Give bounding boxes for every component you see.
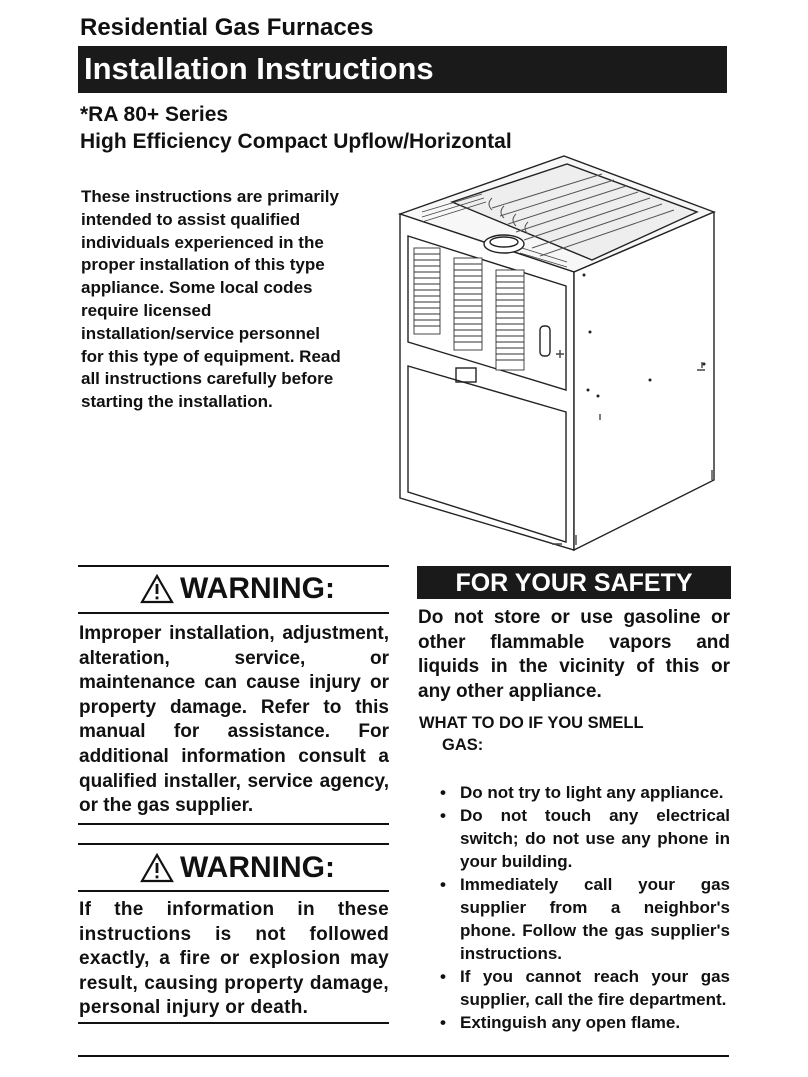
model-description: High Efficiency Compact Upflow/Horizontal	[80, 130, 512, 153]
warning-2-bottom-rule	[78, 1022, 389, 1024]
smell-gas-line-2: GAS:	[442, 736, 484, 754]
safety-instructions-list	[440, 781, 730, 1034]
warning-1-label: WARNING:	[180, 572, 335, 605]
warning-triangle-icon	[140, 574, 174, 604]
series-name: *RA 80+ Series	[80, 103, 229, 126]
safety-paragraph: Do not store or use gasoline or other flammable vapors and liquids in the vicinity of this or any other appliance.	[418, 607, 730, 702]
list-item: • Do not try to light any appliance.	[440, 781, 730, 804]
safety-heading-bar	[417, 566, 731, 599]
safety-heading: FOR YOUR SAFETY	[455, 569, 693, 597]
warning-2-heading	[140, 851, 335, 885]
title-bar	[78, 46, 727, 93]
warning-2-label: WARNING:	[180, 851, 335, 884]
series-block	[80, 101, 512, 155]
furnace-illustration	[392, 150, 722, 555]
document-category: Residential Gas Furnaces	[80, 14, 374, 41]
intro-paragraph: These instructions are primarily intended to assist qualified individuals experienced in the proper installation of this type appliance. Some local codes require licensed installation/service personnel for this type of equipment. Read all instructions carefully before starting the installation.	[81, 187, 341, 412]
warning-2-top-rule	[78, 843, 389, 845]
list-item: • Immediately call your gas supplier from a neighbor's phone. Follow the gas supplier's instructions.	[440, 873, 730, 965]
document-title: Installation Instructions	[84, 51, 434, 86]
warning-1-top-rule	[78, 565, 389, 567]
warning-1-bottom-rule	[78, 823, 389, 825]
list-item: • If you cannot reach your gas supplier, call the fire department.	[440, 965, 730, 1011]
smell-gas-heading	[419, 712, 644, 756]
list-item: • Extinguish any open flame.	[440, 1011, 730, 1034]
warning-2-mid-rule	[78, 890, 389, 892]
smell-gas-line-1: WHAT TO DO IF YOU SMELL	[419, 714, 644, 732]
warning-1-heading	[140, 572, 335, 606]
warning-1-text: Improper installation, adjustment, alteration, service, or maintenance can cause injury or property damage. Refer to this manual for assistance. For additional information consult a qualified installer, service agency, or the gas supplier.	[79, 623, 389, 817]
warning-1-mid-rule	[78, 612, 389, 614]
bottom-rule	[78, 1055, 729, 1057]
warning-2-text: If the information in these instructions is not followed exactly, a fire or explosion may result, causing property damage, personal injury or death.	[79, 899, 389, 1019]
warning-triangle-icon	[140, 853, 174, 883]
list-item: • Do not touch any electrical switch; do not use any phone in your building.	[440, 804, 730, 873]
